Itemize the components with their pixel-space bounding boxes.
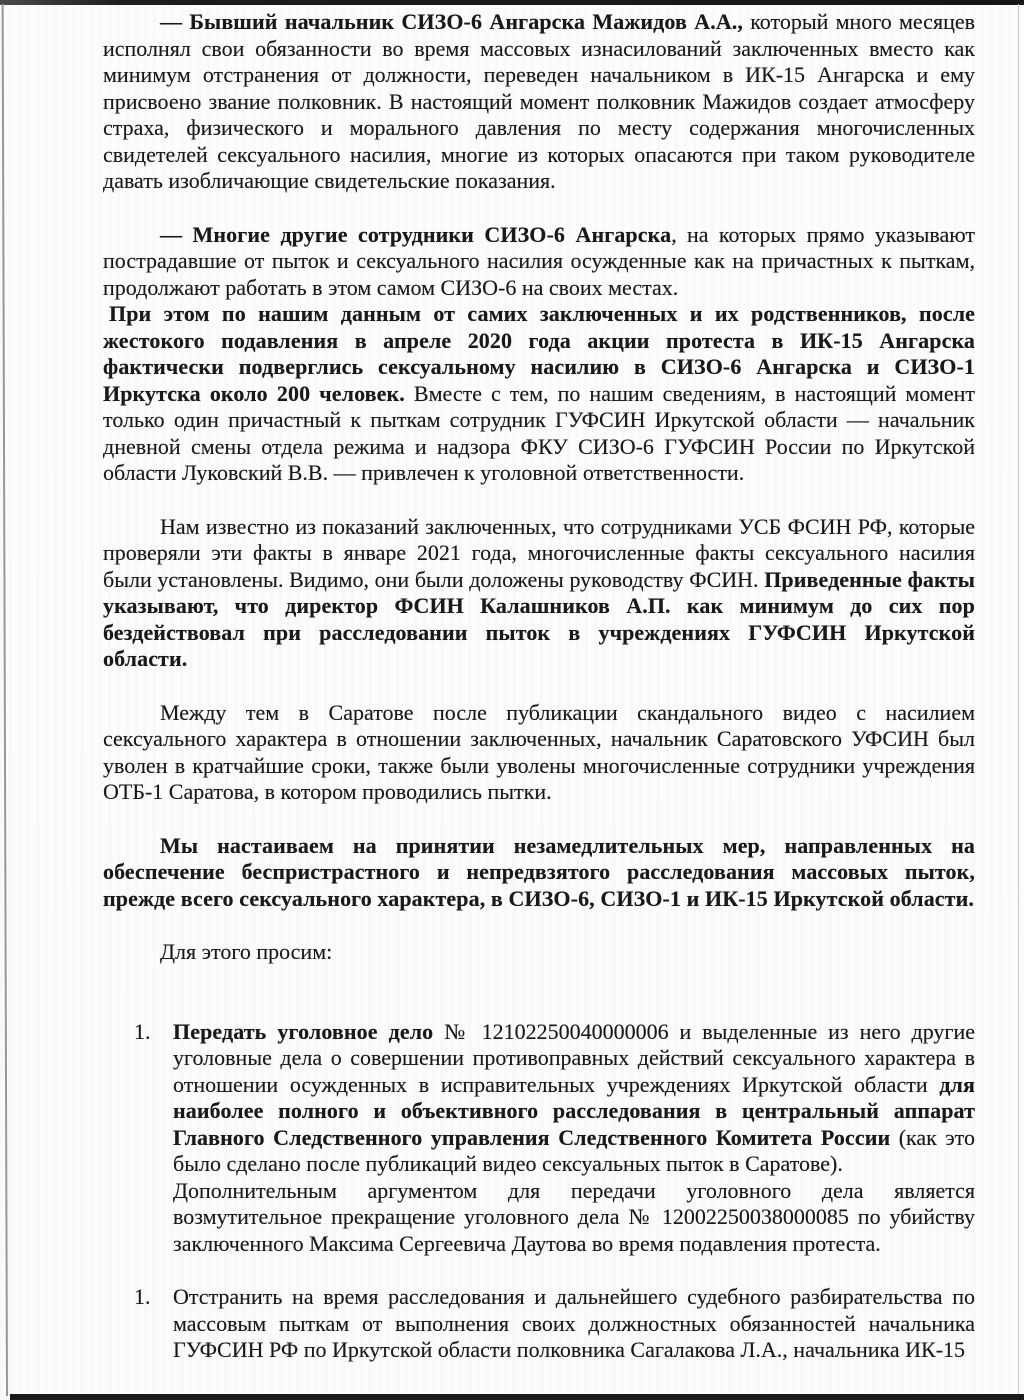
list-marker: 1. (134, 1284, 151, 1309)
paragraph (103, 222, 975, 302)
text-run: , на которых прямо указывают пострадавшие от пыток и сексуального насилия осужденные как на причастных к пыткам, продолжают работать в этом самом СИЗО-6 на своих местах. (103, 221, 976, 300)
scan-edge-top (0, 0, 1024, 5)
list-item (103, 1284, 975, 1364)
bold-text-run: — Бывший начальник СИЗО-6 Ангарска Мажидов А.А., (160, 9, 744, 34)
text-run: Вместе с тем, по нашим сведениям, в настоящий момент только один причастный к пыткам сотрудник ГУФСИН Иркутской области — начальник дневной смены отдела режима и надзора ФКУ СИЗО-6 ГУФСИН России по Иркутской области Луковский В.В. — привлечен к уголовной ответственности. (103, 380, 976, 485)
scan-edge-bottom (10, 1394, 1024, 1400)
list-item-paragraph (173, 1178, 975, 1258)
list-item (103, 1019, 975, 1258)
paragraph (103, 939, 975, 966)
text-run: Между тем в Саратове после публикации скандального видео с насилием сексуального характера в отношении заключенных, начальник Саратовского УФСИН был уволен в кратчайшие сроки, также были уволены многочисленные сотрудники учреждения ОТБ-1 Саратова, в котором проводились пытки. (103, 699, 975, 804)
list-item-text (173, 1019, 975, 1258)
text-run: Отстранить на время расследования и дальнейшего судебного разбирательства по массовым пыткам от выполнения своих должностных обязанностей начальника ГУФСИН РФ по Иркутской области полковника Сагалакова Л.А., начальника ИК-15 (173, 1284, 975, 1362)
text-run: Нам известно из показаний заключенных, что сотрудниками УСБ ФСИН РФ, которые проверяли эти факты в январе 2021 года, многочисленные факты сексуального насилия были установлены. Видимо, они были доложены руководству ФСИН. (103, 513, 975, 592)
text-run: Для этого просим: (160, 939, 333, 964)
text-run: № 12102250040000006 и выделенные из него другие уголовные дела о совершении противоправных действий сексуального характера в отношении осужденных в исправительных учреждениях Иркутской области (173, 1018, 975, 1097)
bold-text-run: для наиболее полного и объективного расследования в центральный аппарат Главного Следственного управления Следственного Комитета России (173, 1071, 975, 1150)
list-item-paragraph (173, 1019, 975, 1178)
text-run: (как это было сделано после публикаций видео сексуальных пыток в Саратове). (173, 1124, 975, 1176)
bold-text-run: При этом по нашим данным от самих заключенных и их родственников, после жестокого подавления в апреле 2020 года акции протеста в ИК-15 Ангарска фактически подверглись сексуальному насилию в СИЗО-6 Ангарска и СИЗО-1 Иркутска около 200 человек. (103, 301, 975, 406)
bold-text-run: Мы настаиваем на принятии незамедлительных мер, направленных на обеспечение беспристрастного и непредвзятого расследования массовых пыток, прежде всего сексуального характера, в СИЗО-6, СИЗО-1 и ИК-15 Иркутской области. (103, 832, 975, 911)
list-item-text (173, 1284, 975, 1364)
bold-text-run: Приведенные факты указывают, что директор ФСИН Калашников А.П. как минимум до сих пор бездействовал при расследовании пыток в учреждениях ГУФСИН Иркутской области. (103, 566, 975, 671)
bold-text-run: Передать уголовное дело (173, 1018, 434, 1044)
paragraph (103, 514, 975, 673)
scan-edge-right (1018, 4, 1019, 1396)
text-run: Дополнительным аргументом для передачи уголовного дела является возмутительное прекращение уголовного дела № 12002250038000085 по убийству заключенного Максима Сергеевича Даутова во время подавления протеста. (173, 1177, 975, 1256)
document-content (103, 9, 975, 1364)
text-run: который много месяцев исполнял свои обязанности во время массовых изнасилований заключенных вместо как минимум отстранения от должности, переведен начальником в ИК-15 Ангарска и ему присвоено звание полковник. В настоящий момент полковник Мажидов создает атмосферу страха, физического и морального давления по месту содержания многочисленных свидетелей сексуального насилия, многие из которых опасаются при таком руководителе давать изобличающие свидетельские показания. (103, 9, 975, 193)
paragraph (103, 700, 975, 806)
paragraph (103, 833, 975, 913)
bold-text-run: — Многие другие сотрудники СИЗО-6 Ангарска (160, 221, 672, 247)
list-item-paragraph (173, 1284, 975, 1364)
paragraph (103, 301, 975, 487)
scan-edge-left (2, 4, 8, 1396)
paragraph (103, 9, 975, 195)
list-marker: 1. (134, 1018, 151, 1044)
